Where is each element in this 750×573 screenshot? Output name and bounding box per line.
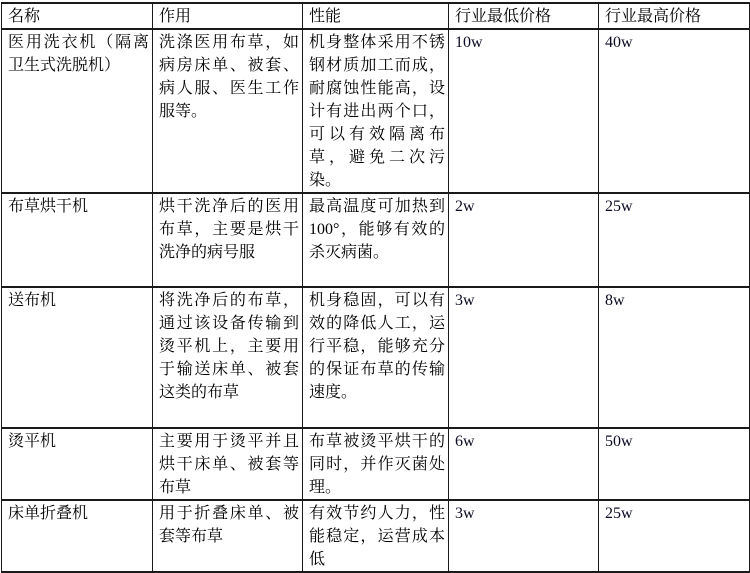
cell-function: 用于折叠床单、被套等布草 — [153, 500, 303, 572]
equipment-table — [1, 2, 750, 573]
cell-min-price: 6w — [449, 428, 599, 500]
cell-min-price: 2w — [449, 193, 599, 287]
cell-min-price: 3w — [449, 287, 599, 428]
cell-performance: 最高温度可加热到 100°，能够有效的杀灭病菌。 — [303, 193, 449, 287]
table-row — [2, 500, 750, 572]
table-body — [2, 29, 750, 572]
column-header-max-price: 行业最高价格 — [599, 3, 750, 29]
cell-performance: 机身整体采用不锈钢材质加工而成，耐腐蚀性能高，设计有进出两个口，可以有效隔离布草，避免二次污染。 — [303, 29, 449, 193]
cell-max-price: 40w — [599, 29, 750, 193]
cell-name: 医用洗衣机（隔离卫生式洗脱机） — [2, 29, 153, 193]
cell-min-price: 10w — [449, 29, 599, 193]
table-row — [2, 428, 750, 500]
table-row — [2, 193, 750, 287]
cell-name: 烫平机 — [2, 428, 153, 500]
cell-max-price: 50w — [599, 428, 750, 500]
column-header-function: 作用 — [153, 3, 303, 29]
cell-name: 布草烘干机 — [2, 193, 153, 287]
cell-performance: 机身稳固，可以有效的降低人工，运行平稳，能够充分的保证布草的传输速度。 — [303, 287, 449, 428]
column-header-min-price: 行业最低价格 — [449, 3, 599, 29]
cell-max-price: 8w — [599, 287, 750, 428]
table-row — [2, 29, 750, 193]
cell-performance: 有效节约人力，性能稳定，运营成本低 — [303, 500, 449, 572]
table-header-row — [2, 3, 750, 29]
cell-function: 将洗净后的布草，通过该设备传输到烫平机上，主要用于输送床单、被套这类的布草 — [153, 287, 303, 428]
cell-max-price: 25w — [599, 193, 750, 287]
cell-name: 送布机 — [2, 287, 153, 428]
cell-min-price: 3w — [449, 500, 599, 572]
cell-function: 烘干洗净后的医用布草，主要是烘干洗净的病号服 — [153, 193, 303, 287]
cell-function: 主要用于烫平并且烘干床单、被套等布草 — [153, 428, 303, 500]
column-header-performance: 性能 — [303, 3, 449, 29]
cell-performance: 布草被烫平烘干的同时，并作灭菌处理。 — [303, 428, 449, 500]
cell-max-price: 25w — [599, 500, 750, 572]
cell-name: 床单折叠机 — [2, 500, 153, 572]
table-row — [2, 287, 750, 428]
cell-function: 洗涤医用布草，如病房床单、被套、病人服、医生工作服等。 — [153, 29, 303, 193]
column-header-name: 名称 — [2, 3, 153, 29]
